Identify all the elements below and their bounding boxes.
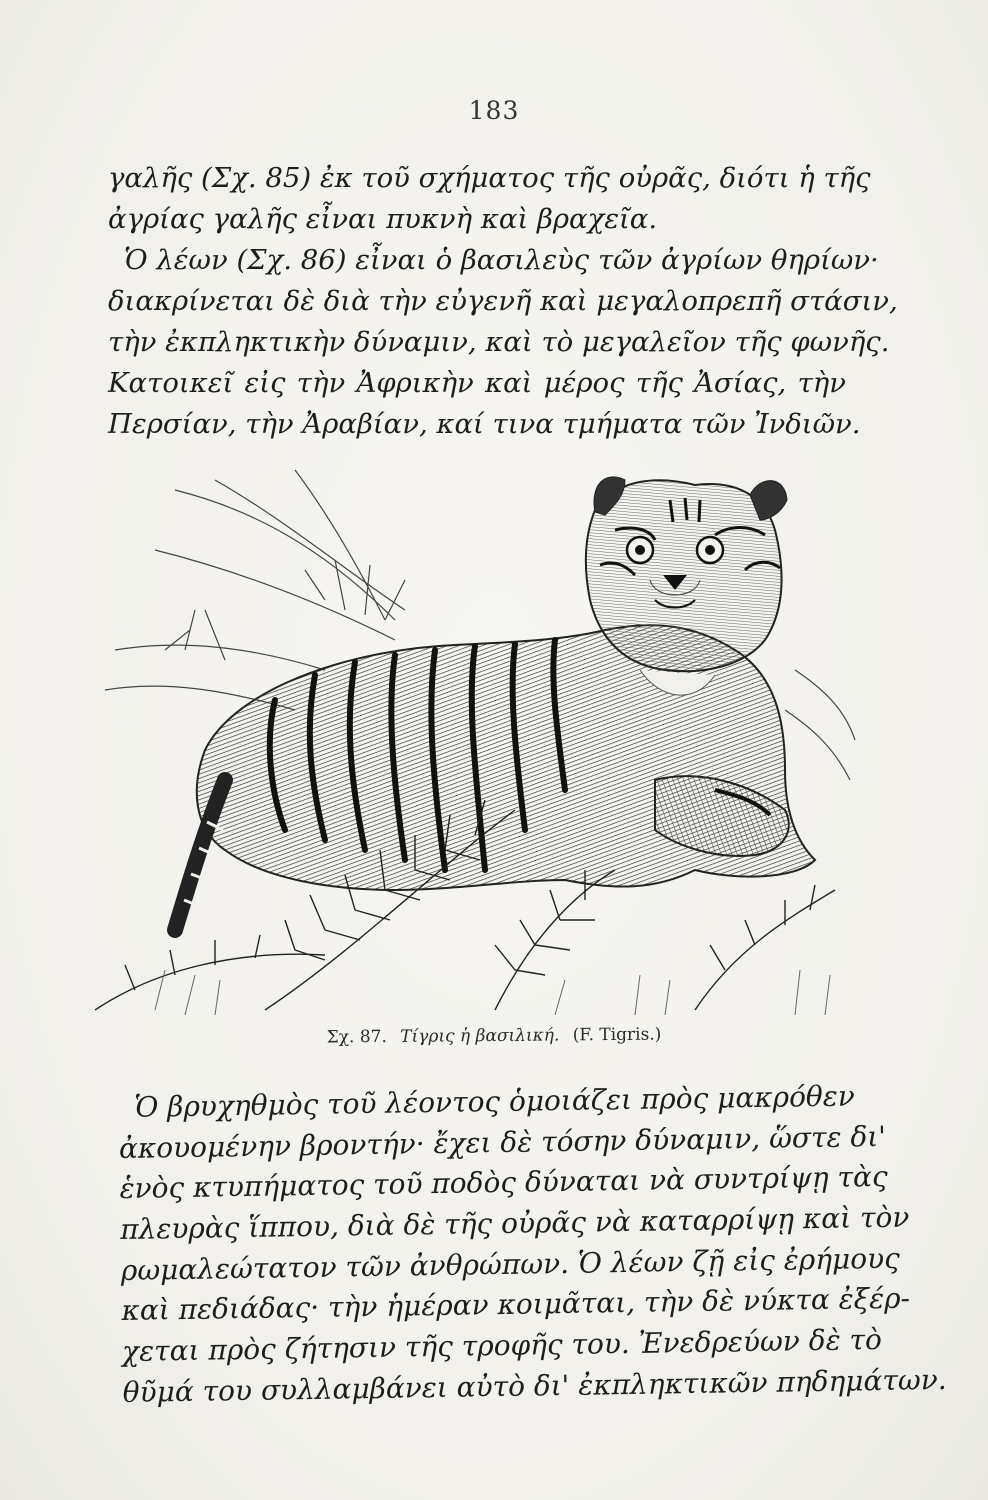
caption-title: Τίγρις ἡ βασιλική. <box>400 1025 560 1047</box>
text-line: χεται πρὸς ζήτησιν τῆς τροφῆς του. Ἐνεδρεύων δὲ τὸ <box>121 1323 883 1369</box>
text-line: τὴν ἐκπληκτικὴν δύναμιν, καὶ τὸ μεγαλεῖον τῆς φωνῆς. <box>108 326 890 358</box>
ground-grass <box>155 970 830 1015</box>
tiger-illustration <box>95 450 855 1020</box>
figure-caption <box>0 1022 988 1051</box>
upper-paragraph <box>108 158 898 445</box>
lower-paragraph <box>118 1077 947 1414</box>
caption-number: Σχ. 87. <box>326 1026 387 1048</box>
text-line: ρωμαλεώτατον τῶν ἀνθρώπων. Ὁ λέων ζῇ εἰς ἐρήμους <box>120 1241 901 1287</box>
text-line: ἀγρίας γαλῆς εἶναι πυκνὴ καὶ βραχεῖα. <box>108 203 658 235</box>
text-line: ἀκουομένην βροντήν· ἔχει δὲ τόσην δύναμιν, ὥστε δι' <box>118 1119 887 1165</box>
text-line: καὶ πεδιάδας· τὴν ἡμέραν κοιμᾶται, τὴν δὲ νύκτα ἐξέρ- <box>121 1282 911 1328</box>
text-line: γαλῆς (Σχ. 85) ἐκ τοῦ σχήματος τῆς οὐρᾶς, διότι ἡ τῆς <box>108 162 871 194</box>
text-line: Περσίαν, τὴν Ἀραβίαν, καί τινα τμήματα τῶν Ἰνδιῶν. <box>108 408 861 440</box>
text-line: Κατοικεῖ εἰς τὴν Ἀφρικὴν καὶ μέρος τῆς Ἀσίας, τὴν <box>108 367 846 399</box>
text-line: διακρίνεται δὲ διὰ τὴν εὐγενῆ καὶ μεγαλοπρεπῆ στάσιν, <box>108 285 898 317</box>
page-number: 183 <box>468 96 520 125</box>
text-line: ἑνὸς κτυπήματος τοῦ ποδὸς δύναται νὰ συντρίψῃ τὰς <box>119 1160 888 1206</box>
text-line: θῦμά του συλλαμβάνει αὐτὸ δι' ἐκπληκτικῶν πηδημάτων. <box>122 1362 947 1409</box>
text-line: πλευρὰς ἵππου, διὰ δὲ τῆς οὐρᾶς νὰ καταρρίψῃ καὶ τὸν <box>119 1200 910 1247</box>
text-line: Ὁ βρυχηθμὸς τοῦ λέοντος ὁμοιάζει πρὸς μακρόθεν <box>134 1079 856 1124</box>
text-line: Ὁ λέων (Σχ. 86) εἶναι ὁ βασιλεὺς τῶν ἀγρίων θηρίων· <box>124 244 879 276</box>
caption-latin: (F. Tigris.) <box>572 1024 662 1046</box>
tiger-engraving-icon <box>95 450 855 1020</box>
